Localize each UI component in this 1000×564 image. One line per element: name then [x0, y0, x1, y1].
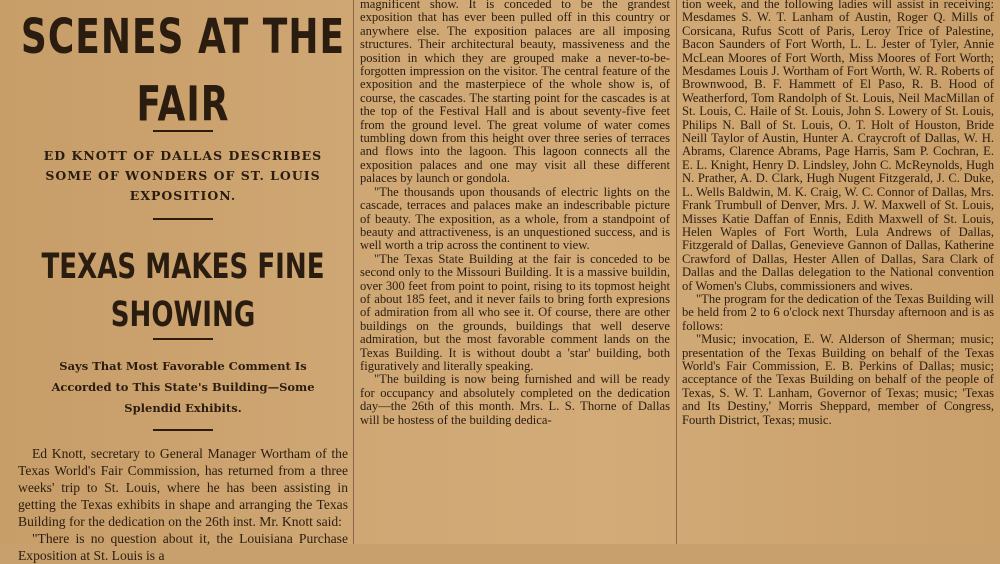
column-rule [676, 0, 677, 544]
column-2 [360, 0, 670, 544]
subhead: TEXAS MAKES FINE SHOWING [41, 245, 325, 335]
paragraph: magnificent show. It is conceded to be the grandest exposition that has ever been pulled off in this country or anywhere else. The exposition palaces are all imposing structures. Their architectural beauty, massiveness and the position in which they are grouped make a never-to-be-forgotten impression on the visitor. The central feature of the exposition and the masterpiece of the whole show is, of course, the cascades. The starting point for the cascades is at the top of the Festival Hall and is about seventy-five feet from the ground level. The great volume of water comes tumbling down from this height over three series of terraces and flows into the lagoon. This lagoon connects all the exposition palaces and one may visit all these different palaces by launch or gondola. [360, 0, 670, 186]
paragraph: Ed Knott, secretary to General Manager Wortham of the Texas World's Fair Commission, has returned from a three weeks' trip to St. Louis, where he has been assisting in getting the Texas exhibits in shape and arranging the Texas Building for the dedication on the 26th inst. Mr. Knott said: [18, 446, 348, 529]
column-3 [682, 0, 994, 544]
paragraph: "The building is now being furnished and will be ready for occupancy and absolutely completed on the dedication day—the 26th of this month. Mrs. L. S. Thorne of Dallas will be hostess of the building dedica- [360, 372, 670, 427]
paragraph: "The program for the dedication of the Texas Building will be held from 2 to 6 o'clock next Thursday afternoon and is as follows: [682, 291, 994, 333]
paragraph: "There is no question about it, the Louisiana Purchase Exposition at St. Louis is a [18, 531, 348, 563]
paragraph: tion week, and the following ladies will assist in receiving: Mesdames S. W. T. Lanham of Austin, Roger Q. Mills of Corsicana, Rufus Scott of Paris, Leroy Trice of Palestine, Bacon Saunders of Fort Worth, L. L. Jester of Tyler, Annie McLean Moores of Fort Worth, Miss Moores of Fort Worth; Mesdames Louis J. Wortham of Fort Worth, W. R. Roberts of Brownwood, B. F. Hammett of El Paso, R. B. Hood of Weatherford, Tom Randolph of St. Louis, Neil MacMillan of St. Louis, C. Haile of St. Louis, John S. Lowery of St. Louis, Philips N. Ball of St. Louis, O. T. Holt of Houston, Bride Neill Taylor of Austin, Hunter A. Craycroft of Dallas, W. H. Abrams, Clarence Abrams, Page Harris, Sam P. Cochran, E. E. L. Knight, Henry D. Lindsley, John C. McReynolds, Hugh N. Prather, A. D. Clark, Hugh Nugent Fitzgerald, J. C. Duke, L. Wells Baldwin, M. K. Craig, W. C. Connor of Dallas, Mrs. Frank Trumbull of Denver, Mrs. J. W. Maxwell of St. Louis, Misses Katie Daffan of Ennis, Edith Maxwell of St. Louis, Helen Waples of Fort Worth, Lula Andrews of Dallas, Fitzgerald of Dallas, Genevieve Gannon of Dallas, Katherine Crawford of Dallas, Hester Allen of Dallas, Sara Clark of Dallas and the Dallas delegation to the National convention of Women's Clubs, commissioners and wives. [682, 0, 994, 293]
column-rule [353, 0, 354, 544]
main-headline: SCENES AT THE FAIR [20, 10, 346, 133]
paragraph: "The Texas State Building at the fair is conceded to be second only to the Missouri Building. It is a massive buildin, over 300 feet from point to point, rising to its topmost height of about 185 feet, and it never fails to bring forth expresions of admiration from all who see it. Of course, there are other buildings on the grounds, buildings that well deserve admiration, but the most favorable comment lands on the Texas Building. It is without doubt a 'star' building, both figuratively and literally speaking. [360, 251, 670, 373]
paragraph: "The thousands upon thousands of electric lights on the cascade, terraces and palaces make an indescribable picture of beauty. The exposition, as a whole, from a standpoint of beauty and attractiveness, is an unquestioned success, and is well worth a trip across the continent to view. [360, 184, 670, 253]
subdeck: Says That Most Favorable Comment Is Accorded to This State's Building—Some Splendid Exhibits. [51, 359, 315, 415]
deck-headline: ED KNOTT OF DALLAS DESCRIBES SOME OF WONDERS OF ST. LOUIS EXPOSITION. [43, 148, 323, 203]
column-1 [18, 0, 348, 563]
paragraph: "Music; invocation, E. W. Alderson of Sherman; music; presentation of the Texas Building on behalf of the Texas World's Fair Commission, E. B. Perkins of Dallas; music; acceptance of the Texas Building on behalf of the people of Texas, S. W. T. Lanham, Governor of Texas; music; 'Texas and Its Destiny,' Morris Sheppard, member of Congress, Fourth District, Texas; music. [682, 332, 994, 427]
